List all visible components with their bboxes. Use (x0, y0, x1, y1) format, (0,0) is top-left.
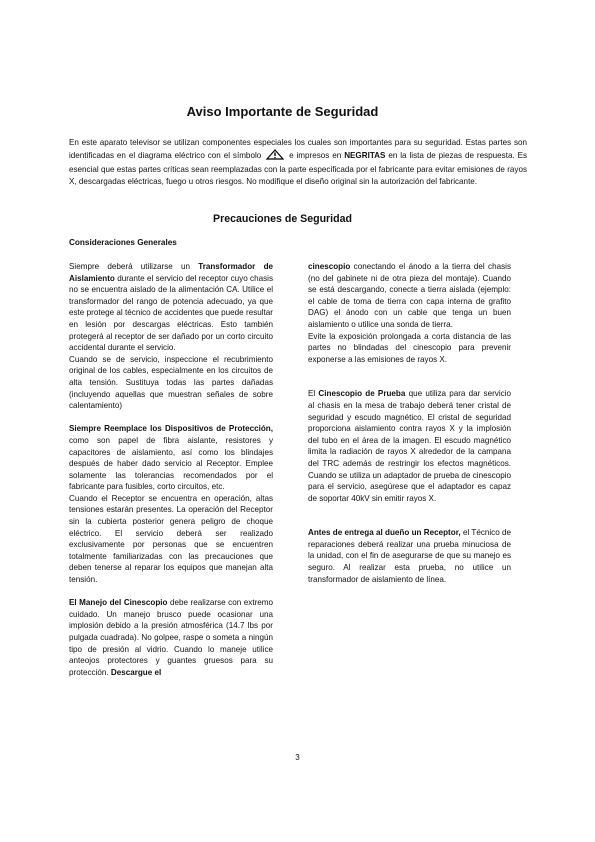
page-number: 3 (295, 753, 300, 762)
text: el Técnico de reparaciones deberá realizar una prueba minuciosa de la unidad, con el fin de asegurarse de que su manejo es seguro. Al realizar esta prueba, no utilice un transformador de aislamiento de línea. (308, 528, 511, 584)
section-title: Precauciones de Seguridad (213, 213, 352, 225)
general-heading: Consideraciones Generales (69, 238, 177, 247)
intro-text-3: en la lista de piezas de respuesta. Es esencial que estas partes críticas sean reemplazadas con la parte especificada por el fabricante para evitar emisiones de rayos X, descargadas eléctricas, fuego u otros riesgos. No modifique el diseño original sin la autorización del fabricante. (69, 150, 528, 186)
paragraph-tube-handling (69, 597, 273, 678)
text: conectando el ánodo a la tierra del chasis (no del gabinete ni de otra pieza del montaje). Cuando se está descargando, conecte a tierra aislada (ejemplo: el cable de toma de tierra con capa interna de grafito DAG) el ánodo con un cable que tenga un buen aislamiento o utilice una sonda de tierra. (308, 262, 511, 329)
intro-text-1: En este aparato televisor se utilizan componentes especiales los cuales son importantes para su seguridad. Estas partes son identificadas en el diagrama eléctrico con el símbolo (69, 138, 527, 160)
text: durante el servicio del receptor cuyo chasis no se encuentra aislado de la alimentación CA. Utilice el transformador del rango de potencia adecuado, ya que este protege al técnico de accidentes que puede resultar en lesión por descargas eléctricas. Esto también protegerá al receptor de ser dañado por un corto circuito accidental durante el servicio. (69, 273, 273, 353)
intro-paragraph (69, 137, 527, 188)
warning-triangle-icon (266, 149, 284, 164)
bold-text: Cinescopio de Prueba (318, 389, 406, 399)
text: debe realizarse con extremo cuidado. Un manejo brusco puede ocasionar una implosión debido a la presión atmosférica (14.7 lbs por pulgada cuadrada). No golpee, raspe o someta a ningún tipo de presión al vidrio. Cuando lo maneje utilice anteojos protectores y guantes gruesos para su protección. (69, 598, 274, 677)
paragraph-test-tube (308, 388, 511, 504)
text: El (308, 389, 316, 399)
bold-text: cinescopio (308, 262, 351, 271)
bold-text: Antes de entrega al dueño un Receptor, (308, 528, 461, 538)
page-title: Aviso Importante de Seguridad (186, 104, 379, 119)
text: Siempre deberá utilizarse un (69, 262, 190, 271)
text: que utiliza para dar servicio al chasis en la mesa de trabajo deberá tener cristal de seguridad y escudo magnético. El cristal de seguridad proporciona aislamiento contra rayos X y la implosión del tubo en el área de la imagen. El escudo magnético limita la radiación de rayos X alrededor de la campana del TRC además de restringir los efectos magnéticos. Cuando se utiliza un adaptador de prueba de cinescopio para el servicio, asegúrese que el adaptador es capaz de soportar 40kV sin emitir rayos X. (308, 389, 511, 503)
bold-text: Descargue el (110, 667, 162, 677)
intro-bold-negritas: NEGRITAS (344, 150, 386, 160)
text: Cuando el Receptor se encuentra en operación, altas tensiones estarán presentes. La operación del Receptor sin la cubierta posterior genera peligro de choque eléctrico. El servicio deberá ser realizado exclusivamente por personas que se encuentren totalmente familiarizadas con las precauciones que deben tenerse al reparar los equipos que manejan alta tensión. (69, 493, 273, 585)
paragraph-discharge (308, 261, 511, 365)
bold-text: Transformador de Aislamiento (69, 262, 274, 283)
bold-text: El Manejo del Cinescopio (69, 598, 168, 608)
bold-text: Siempre Reemplace los Dispositivos de Protección, (69, 424, 273, 434)
paragraph-delivery (308, 527, 511, 585)
paragraph-protection (69, 423, 273, 585)
right-column (308, 261, 511, 597)
intro-text-2: e impresos en (289, 150, 342, 160)
text: como son papel de fibra aislante, resistores y capacitores de aislamiento, así como los blindajes después de haber dado servicio al Receptor. Emplee solamente las tolerancias recomendados por el fabricante para fusibles, corto circuitos, etc. (69, 435, 273, 492)
text: Cuando se de servicio, inspeccione el recubrimiento original de los cables, especialmente en los circuitos de alta tensión. Sustituya todas las partes dañadas (incluyendo aquellas que muestran señales de sobre calentamiento) (69, 354, 273, 411)
paragraph-transformer (69, 261, 273, 412)
left-column (69, 261, 273, 690)
text: Evite la exposición prolongada a corta distancia de las partes no blindadas del cinescopio para prevenir exponerse a las emisiones de rayos X. (308, 331, 511, 364)
